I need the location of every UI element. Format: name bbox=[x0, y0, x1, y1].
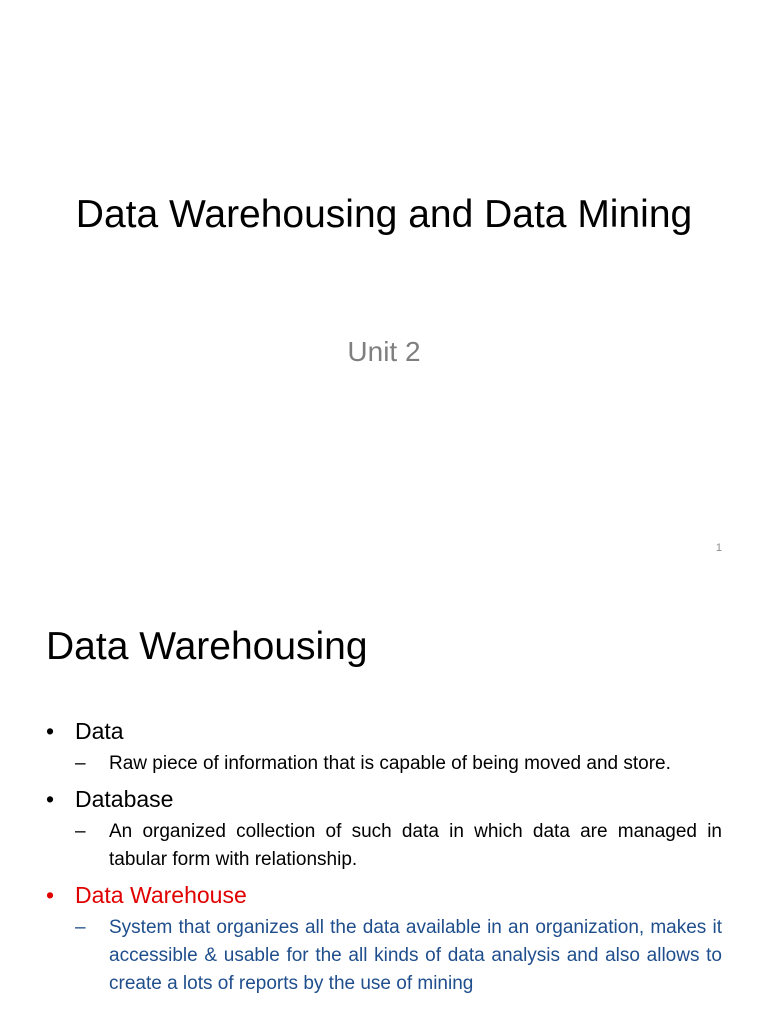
bullet-label: Data bbox=[75, 718, 124, 744]
bullet-list bbox=[46, 714, 722, 1002]
bullet-item-data-warehouse bbox=[46, 878, 722, 998]
dash-icon: – bbox=[75, 821, 86, 842]
page-number: 1 bbox=[715, 542, 722, 554]
presentation-title: Data Warehousing and Data Mining bbox=[75, 193, 693, 236]
bullet-description: An organized collection of such data in which data are managed in tabular form with relationship. bbox=[109, 821, 722, 870]
dash-icon: – bbox=[75, 917, 86, 938]
bullet-label: Database bbox=[75, 786, 174, 812]
bullet-dot-icon: • bbox=[46, 718, 55, 744]
bullet-dot-icon: • bbox=[46, 786, 55, 812]
bullet-description: System that organizes all the data available in an organization, makes it accessible & usable for the all kinds of data analysis and also allows to create a lots of reports by the use of mining bbox=[109, 917, 722, 994]
bullet-description: Raw piece of information that is capable of being moved and store. bbox=[109, 753, 671, 774]
bullet-item-database bbox=[46, 782, 722, 874]
bullet-dot-icon: • bbox=[46, 882, 55, 908]
bullet-item-data bbox=[46, 714, 722, 778]
dash-icon: – bbox=[75, 753, 86, 774]
content-slide bbox=[0, 576, 768, 1024]
slide-title: Data Warehousing bbox=[46, 625, 368, 668]
presentation-subtitle: Unit 2 bbox=[347, 336, 421, 367]
bullet-label: Data Warehouse bbox=[75, 882, 247, 908]
